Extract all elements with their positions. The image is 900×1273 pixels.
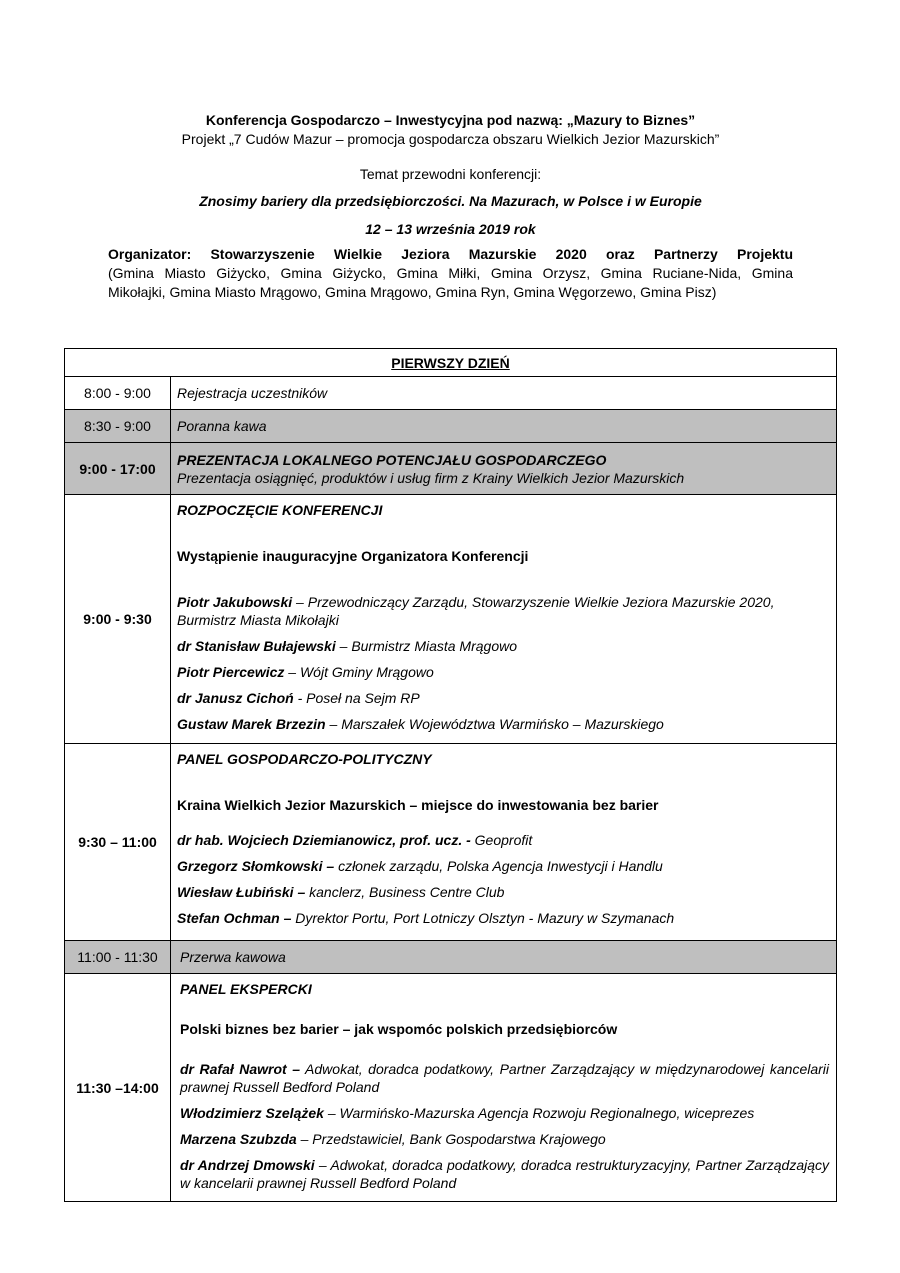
table-row bbox=[65, 941, 837, 974]
presentation-title: PREZENTACJA LOKALNEGO POTENCJAŁU GOSPODARCZEGO bbox=[177, 451, 607, 468]
speaker-name: Marzena Szubzda bbox=[180, 1131, 297, 1147]
speaker-entry bbox=[177, 909, 830, 927]
speaker-entry: dr Stanisław Bułajewski – Burmistrz Miasta Mrągowo bbox=[177, 638, 518, 654]
panel2-title: PANEL EKSPERCKI bbox=[180, 981, 312, 997]
speaker-name: Wiesław Łubiński – bbox=[177, 884, 306, 900]
speaker-entry: Włodzimierz Szelążek – Warmińsko-Mazurska Agencja Rozwoju Regionalnego, wiceprezes bbox=[180, 1105, 755, 1121]
speaker-entry bbox=[180, 1060, 829, 1096]
registration-text: Rejestracja uczestników bbox=[171, 377, 837, 410]
speaker-entry: Piotr Piercewicz – Wójt Gminy Mrągowo bbox=[177, 664, 434, 680]
panel2-cell bbox=[171, 974, 837, 1202]
speaker-role: Przewodniczący Zarządu, Stowarzyszenie Wielkie Jeziora Mazurskie 2020, Burmistrz Miasta Mikołajki bbox=[177, 594, 775, 628]
document-header bbox=[108, 111, 793, 302]
conference-title: Konferencja Gospodarczo – Inwestycyjna pod nazwą: „Mazury to Biznes” bbox=[205, 112, 696, 128]
speaker-entry: Marzena Szubzda – Przedstawiciel, Bank Gospodarstwa Krajowego bbox=[180, 1131, 606, 1147]
time-cell: 9:00 - 9:30 bbox=[65, 495, 171, 744]
organizer-line: Organizator: Stowarzyszenie Wielkie Jeziora Mazurskie 2020 oraz Partnerzy Projektu bbox=[108, 246, 793, 262]
opening-cell bbox=[171, 495, 837, 744]
speaker-name: Gustaw Marek Brzezin bbox=[177, 716, 326, 732]
speaker-role: Przedstawiciel, Bank Gospodarstwa Krajowego bbox=[312, 1131, 606, 1147]
speaker-role: Adwokat, doradca podatkowy, doradca restrukturyzacyjny, Partner Zarządzający w kancelarii prawnej Russell Bedford Poland bbox=[180, 1157, 830, 1191]
speaker-entry bbox=[177, 857, 830, 875]
presentation-cell bbox=[171, 443, 837, 495]
speaker-name: Włodzimierz Szelążek bbox=[180, 1105, 324, 1121]
break-text: Przerwa kawowa bbox=[171, 941, 837, 974]
speaker-role: członek zarządu, Polska Agencja Inwestycji i Handlu bbox=[338, 858, 663, 874]
table-row bbox=[65, 744, 837, 941]
speaker-name: Stefan Ochman – bbox=[177, 910, 292, 926]
speaker-role: Wójt Gminy Mrągowo bbox=[299, 664, 434, 680]
speaker-role: Marszałek Województwa Warmińsko – Mazurskiego bbox=[341, 716, 664, 732]
speaker-name: Grzegorz Słomkowski – bbox=[177, 858, 335, 874]
table-row bbox=[65, 377, 837, 410]
speaker-name: dr Stanisław Bułajewski bbox=[177, 638, 336, 654]
speaker-entry: dr Janusz Cichoń - Poseł na Sejm RP bbox=[177, 690, 420, 706]
table-row bbox=[65, 410, 837, 443]
time-cell: 8:00 - 9:00 bbox=[65, 377, 171, 410]
table-row bbox=[65, 443, 837, 495]
speaker-name: dr Andrzej Dmowski bbox=[180, 1157, 315, 1173]
partners-line-2: Mikołajki, Gmina Miasto Mrągowo, Gmina Mrągowo, Gmina Ryn, Gmina Węgorzewo, Gmina Pisz) bbox=[108, 284, 717, 300]
speaker-entry: dr Andrzej Dmowski – Adwokat, doradca podatkowy, doradca restrukturyzacyjny, Partner Zarządzający w kancelarii prawnej Russell Bedford Poland bbox=[180, 1157, 830, 1191]
conference-theme: Znosimy bariery dla przedsiębiorczości. Na Mazurach, w Polsce i w Europie bbox=[199, 193, 702, 209]
time-cell: 11:00 - 11:30 bbox=[65, 941, 171, 974]
speaker-entry: Gustaw Marek Brzezin – Marszałek Województwa Warmińsko – Mazurskiego bbox=[177, 716, 664, 732]
panel2-subtitle: Polski biznes bez barier – jak wspomóc polskich przedsiębiorców bbox=[180, 1021, 618, 1037]
speaker-name: Piotr Piercewicz bbox=[177, 664, 285, 680]
presentation-subtitle: Prezentacja osiągnięć, produktów i usług firm z Krainy Wielkich Jezior Mazurskich bbox=[177, 469, 685, 486]
speaker-name: dr Rafał Nawrot – bbox=[180, 1061, 301, 1077]
speaker-entry bbox=[177, 831, 830, 849]
speaker-entry: Piotr Jakubowski – Przewodniczący Zarządu, Stowarzyszenie Wielkie Jeziora Mazurskie 2020, Burmistrz Miasta Mikołajki bbox=[177, 594, 775, 628]
panel1-cell bbox=[171, 744, 837, 941]
time-cell: 9:00 - 17:00 bbox=[65, 443, 171, 495]
agenda-table bbox=[64, 348, 837, 1202]
table-row bbox=[65, 495, 837, 744]
time-cell: 9:30 – 11:00 bbox=[65, 744, 171, 941]
speaker-role: Adwokat, doradca podatkowy, Partner Zarządzający w międzynarodowej kancelarii prawnej Russell Bedford Poland bbox=[180, 1061, 830, 1095]
speaker-name: dr Janusz Cichoń bbox=[177, 690, 294, 706]
opening-subtitle: Wystąpienie inauguracyjne Organizatora Konferencji bbox=[177, 548, 529, 564]
panel1-title: PANEL GOSPODARCZO-POLITYCZNY bbox=[177, 751, 432, 767]
partners-line-1: (Gmina Miasto Giżycko, Gmina Giżycko, Gmina Miłki, Gmina Orzysz, Gmina Ruciane-Nida, Gmina bbox=[108, 265, 793, 281]
day-heading: PIERWSZY DZIEŃ bbox=[65, 349, 837, 377]
opening-title: ROZPOCZĘCIE KONFERENCJI bbox=[177, 502, 383, 518]
speaker-role: Poseł na Sejm RP bbox=[306, 690, 420, 706]
panel1-subtitle: Kraina Wielkich Jezior Mazurskich – miejsce do inwestowania bez barier bbox=[177, 797, 659, 813]
table-row bbox=[65, 974, 837, 1202]
speaker-role: kanclerz, Business Centre Club bbox=[309, 884, 505, 900]
conference-dates: 12 – 13 września 2019 rok bbox=[365, 221, 536, 237]
speaker-role: Geoprofit bbox=[474, 832, 533, 848]
time-cell: 8:30 - 9:00 bbox=[65, 410, 171, 443]
time-cell: 11:30 –14:00 bbox=[65, 974, 171, 1202]
project-name: Projekt „7 Cudów Mazur – promocja gospodarcza obszaru Wielkich Jezior Mazurskich” bbox=[181, 131, 720, 147]
speaker-role: Burmistrz Miasta Mrągowo bbox=[351, 638, 518, 654]
speaker-role: Dyrektor Portu, Port Lotniczy Olsztyn - Mazury w Szymanach bbox=[295, 910, 675, 926]
speaker-name: Piotr Jakubowski bbox=[177, 594, 293, 610]
theme-intro: Temat przewodni konferencji: bbox=[359, 166, 542, 182]
speaker-role: Warmińsko-Mazurska Agencja Rozwoju Regionalnego, wiceprezes bbox=[339, 1105, 755, 1121]
speaker-name: dr hab. Wojciech Dziemianowicz, prof. ucz. - bbox=[177, 832, 471, 848]
coffee-text: Poranna kawa bbox=[171, 410, 837, 443]
speaker-entry bbox=[177, 883, 830, 901]
